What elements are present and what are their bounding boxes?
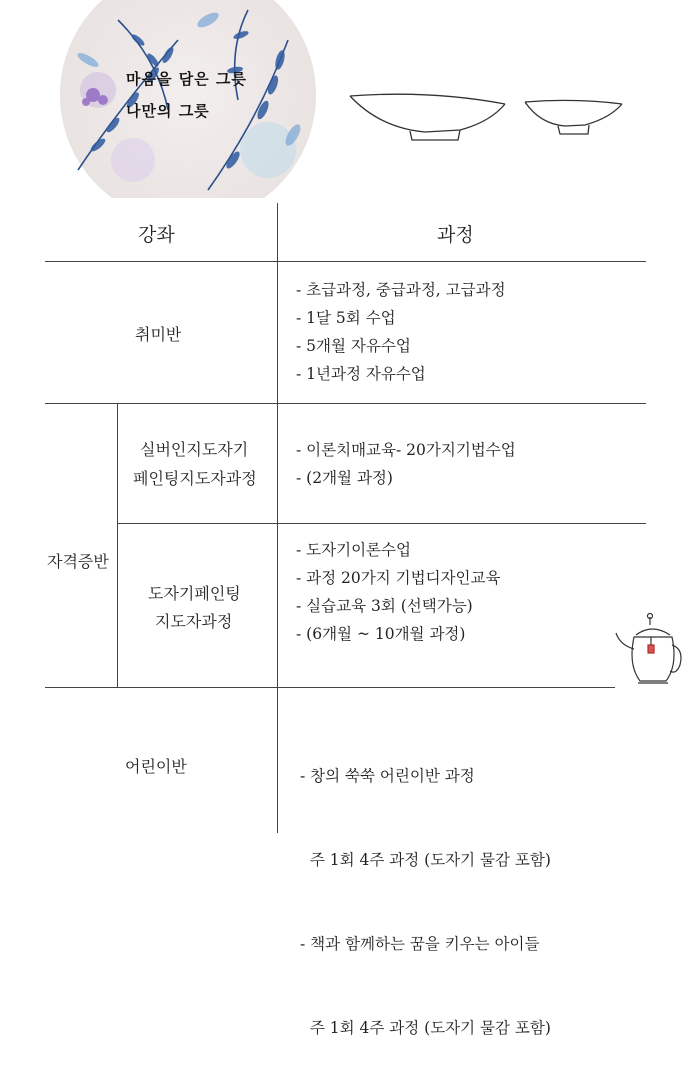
list-item: - 초급과정, 중급과정, 고급과정 xyxy=(296,281,506,299)
logo-line-1: 마음을 담은 그릇 xyxy=(126,70,247,88)
cert-sub2-name-2: 지도자과정 xyxy=(155,612,233,631)
list-item: - 책과 함께하는 꿈을 키우는 아이들 xyxy=(300,935,540,953)
cert-sub2-process-list xyxy=(296,536,500,648)
hobby-course-name: 취미반 xyxy=(135,325,182,344)
header-course: 강좌 xyxy=(138,224,175,246)
cert-sub1-name-2: 페인팅지도자과정 xyxy=(133,469,257,488)
list-item: - 창의 쑥쑥 어린이반 과정 xyxy=(300,767,475,785)
watercolor-leaves-icon xyxy=(58,0,318,198)
list-item: - 이론치매교육- 20가지기법수업 xyxy=(296,441,516,459)
brand-logo xyxy=(58,0,318,198)
list-item: - 실습교육 3회 (선택가능) xyxy=(296,597,473,615)
header-process: 과정 xyxy=(437,224,474,246)
header-divider xyxy=(45,261,646,262)
hobby-process-list xyxy=(296,276,506,388)
kids-course-name: 어린이반 xyxy=(125,757,187,776)
list-item: 주 1회 4주 과정 (도자기 물감 포함) xyxy=(300,1019,551,1037)
logo-line-2: 나만의 그릇 xyxy=(126,102,210,120)
cert-sub2-name-1: 도자기페인팅 xyxy=(148,584,241,603)
cert-sub1-name-1: 실버인지도자기 xyxy=(140,440,249,459)
row-divider-2 xyxy=(45,687,615,688)
bowls-icon xyxy=(340,82,640,152)
row-divider-1 xyxy=(45,403,646,404)
row-divider-sub xyxy=(117,523,646,524)
teapot-icon xyxy=(614,605,686,695)
list-item: - 도자기이론수업 xyxy=(296,541,411,559)
list-item: - (6개월 ~ 10개월 과정) xyxy=(296,625,466,643)
cert-sub1-process-list xyxy=(296,436,516,492)
list-item: - (2개월 과정) xyxy=(296,469,393,487)
teapot-illustration xyxy=(614,605,686,695)
sub-column-divider xyxy=(117,403,118,687)
list-item: - 1달 5회 수업 xyxy=(296,309,396,327)
column-divider xyxy=(277,203,278,833)
list-item: - 5개월 자유수업 xyxy=(296,337,411,355)
list-item: - 1년과정 자유수업 xyxy=(296,365,426,383)
list-item: 주 1회 4주 과정 (도자기 물감 포함) xyxy=(300,851,551,869)
certificate-course-name: 자격증반 xyxy=(47,552,109,571)
list-item: - 과정 20가지 기법디자인교육 xyxy=(296,569,501,587)
bowls-illustration xyxy=(340,82,640,152)
kids-process-list xyxy=(300,706,551,1070)
